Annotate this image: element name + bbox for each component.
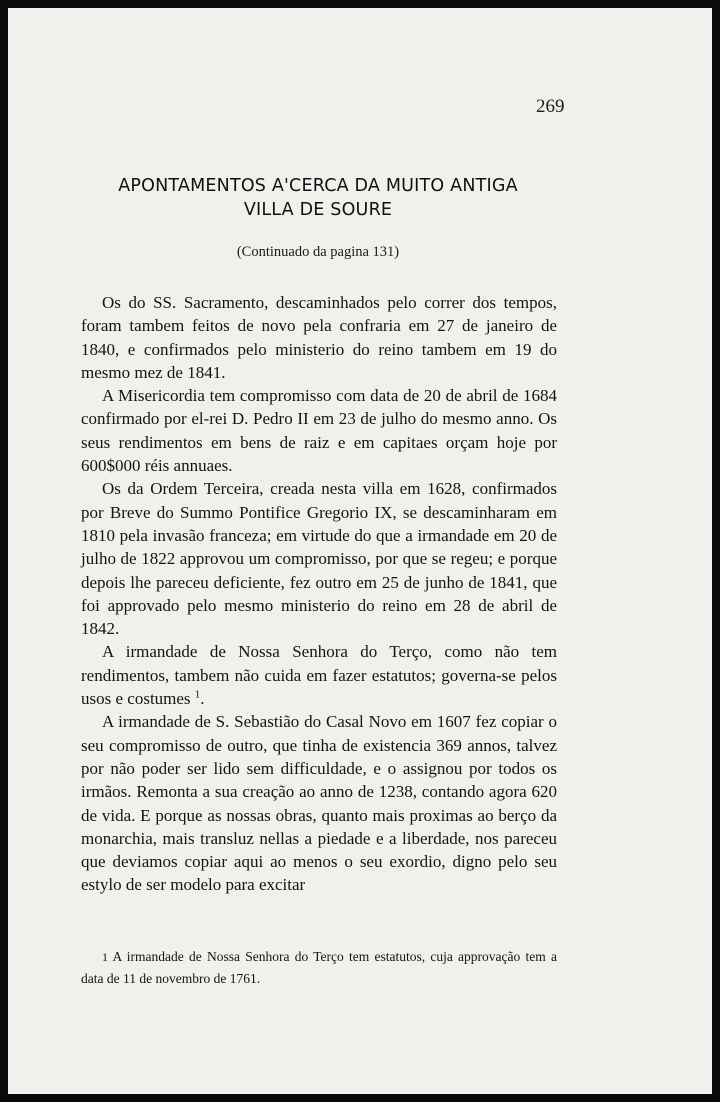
- footnote-mark: 1: [102, 950, 108, 964]
- paragraph-ordem-terceira: Os da Ordem Terceira, creada nesta villa em 1628, confirmados por Breve do Summo Pontifice Gregorio IX, se descaminharam em 1810 pela invasão franceza; em virtude do que a irmandade em 20 de julho de 1822 approvou um compromisso, por que se regeu; e porque depois lhe pareceu deficiente, fez outro em 25 de junho de 1841, que foi approvado pelo mesmo ministerio do reino em 28 de abril de 1842.: [81, 479, 557, 639]
- footnote-text: A irmandade de Nossa Senhora do Terço tem estatutos, cuja approvação tem a data de 11 de novembro de 1761.: [81, 949, 557, 986]
- continuation-note: (Continuado da pagina 131): [236, 244, 400, 260]
- paragraph-text: A irmandade de Nossa Senhora do Terço, como não tem rendimentos, tambem não cuida em fazer estatutos; governa-se pelos usos e costumes: [81, 642, 557, 709]
- footnote-paragraph: [81, 946, 557, 989]
- document-page: [8, 8, 712, 1094]
- footnote-reference: 1: [194, 688, 201, 701]
- paragraph-nossa-senhora-terco: [81, 640, 557, 710]
- sentence-end: .: [200, 689, 205, 709]
- article-title-line-1: APONTAMENTOS A'CERCA DA MUITO ANTIGA: [118, 176, 518, 196]
- paragraph-sao-sebastiao: A irmandade de S. Sebastião do Casal Novo em 1607 fez copiar o seu compromisso de outro, que tinha de existencia 369 annos, talvez por não poder ser lido sem difficuldade, e o assignou por todos os irmãos. Remonta a sua creação ao anno de 1238, contando agora 620 de vida. E porque as nossas obras, quanto mais proximas ao berço da monarchia, mais transluz nellas a piedade e a liberdade, nos pareceu que deviamos copiar aqui ao menos o seu exordio, digno pelo seu estylo de ser modelo para excitar: [81, 712, 557, 895]
- body-text: [81, 291, 557, 897]
- article-title-line-2: VILLA DE SOURE: [243, 200, 393, 220]
- page-number: 269: [536, 96, 565, 117]
- footnote: [81, 946, 557, 989]
- paragraph-misericordia: A Misericordia tem compromisso com data de 20 de abril de 1684 confirmado por el-rei D. Pedro II em 23 de julho do mesmo anno. Os seus rendimentos em bens de raiz e em capitaes orçam hoje por 600$000 réis annuaes.: [81, 386, 557, 476]
- paragraph-sacramento: Os do SS. Sacramento, descaminhados pelo correr dos tempos, foram tambem feitos de novo pela confraria em 27 de janeiro de 1840, e confirmados pelo ministerio do reino tambem em 19 do mesmo mez de 1841.: [81, 293, 557, 382]
